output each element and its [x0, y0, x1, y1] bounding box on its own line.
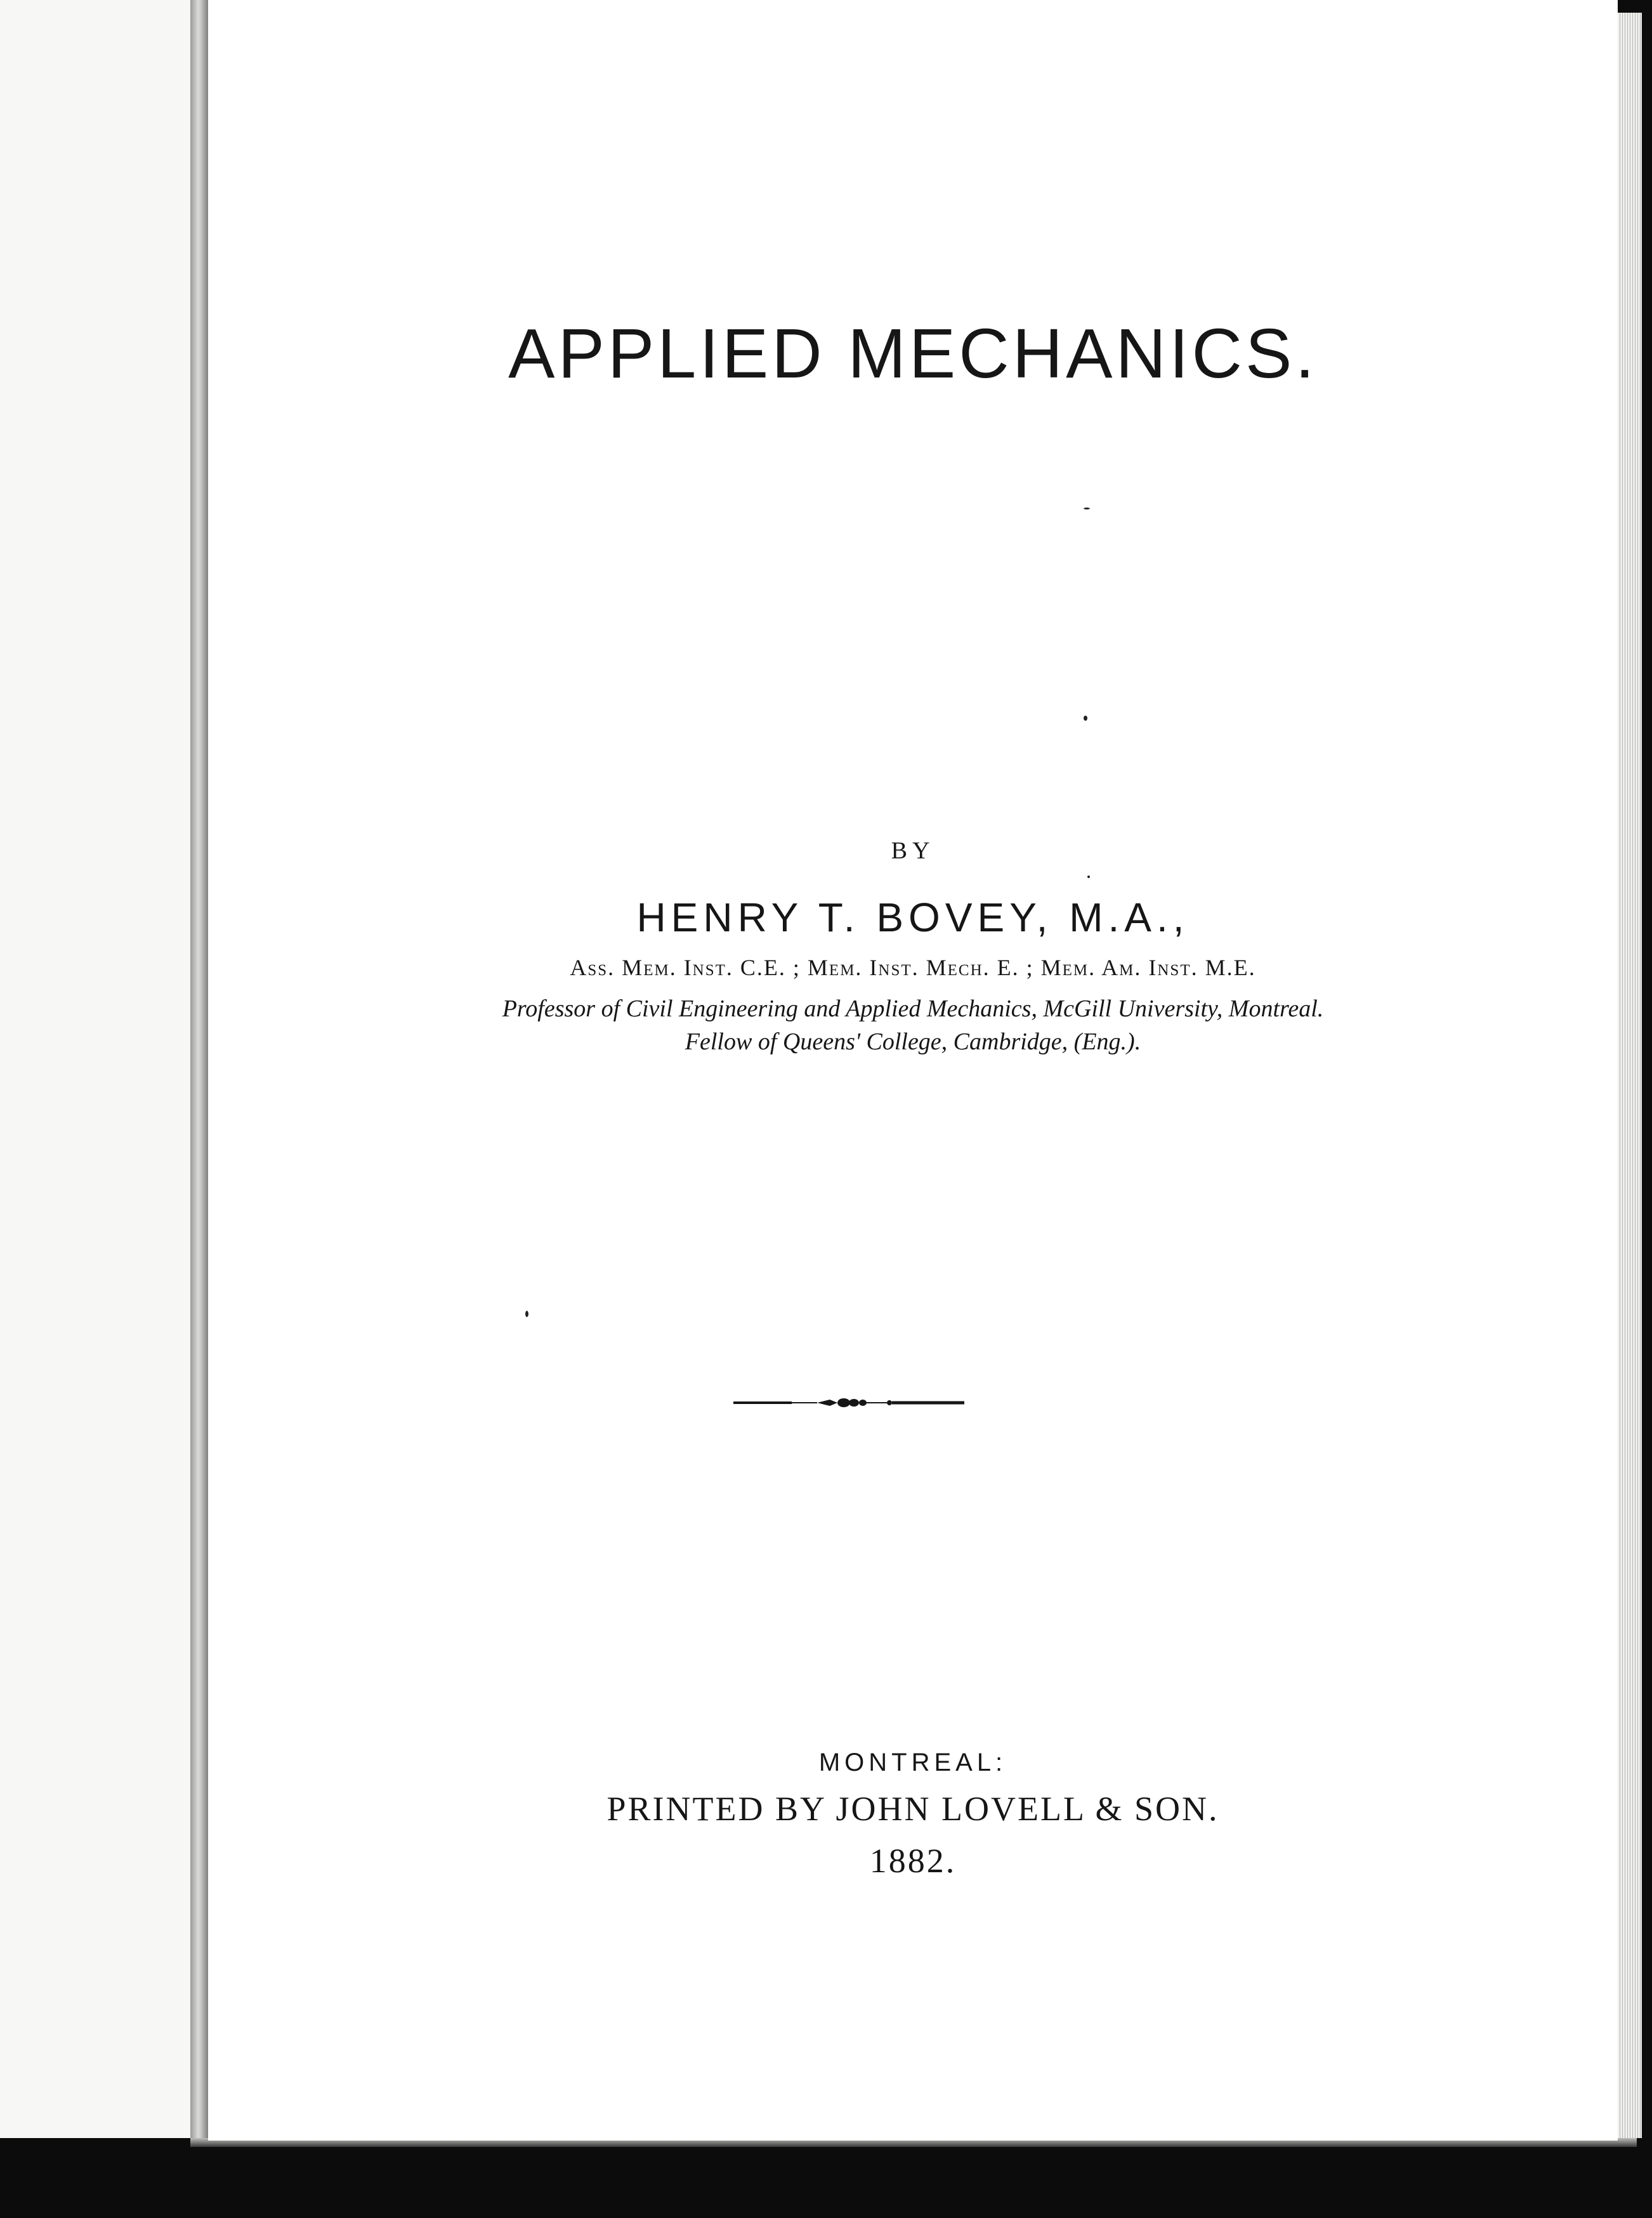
scan-speck	[1087, 876, 1090, 878]
imprint-year: 1882.	[869, 1842, 957, 1880]
page-edges	[1618, 13, 1642, 2138]
imprint-city: MONTREAL:	[818, 1749, 1007, 1776]
author-name: HENRY T. BOVEY, M.A.,	[636, 895, 1190, 940]
scan-speck	[1084, 716, 1087, 721]
author-affiliation-fellow: Fellow of Queens' College, Cambridge, (Eng.).	[685, 1028, 1141, 1055]
scan-speck	[1084, 508, 1090, 509]
author-memberships: Ass. Mem. Inst. C.E. ; Mem. Inst. Mech. E. ; Mem. Am. Inst. M.E.	[570, 955, 1256, 980]
imprint-printer: PRINTED BY JOHN LOVELL & SON.	[606, 1790, 1219, 1828]
by-line: BY	[891, 837, 935, 864]
left-page-leaf	[0, 0, 190, 2138]
book-gutter	[190, 0, 208, 2138]
author-affiliation-professor: Professor of Civil Engineering and Applied Mechanics, McGill University, Montreal.	[502, 995, 1324, 1022]
decorative-rule-ornament	[728, 1393, 969, 1412]
book-title: APPLIED MECHANICS.	[508, 315, 1318, 393]
title-page	[208, 0, 1618, 2141]
scan-speck	[525, 1311, 528, 1317]
